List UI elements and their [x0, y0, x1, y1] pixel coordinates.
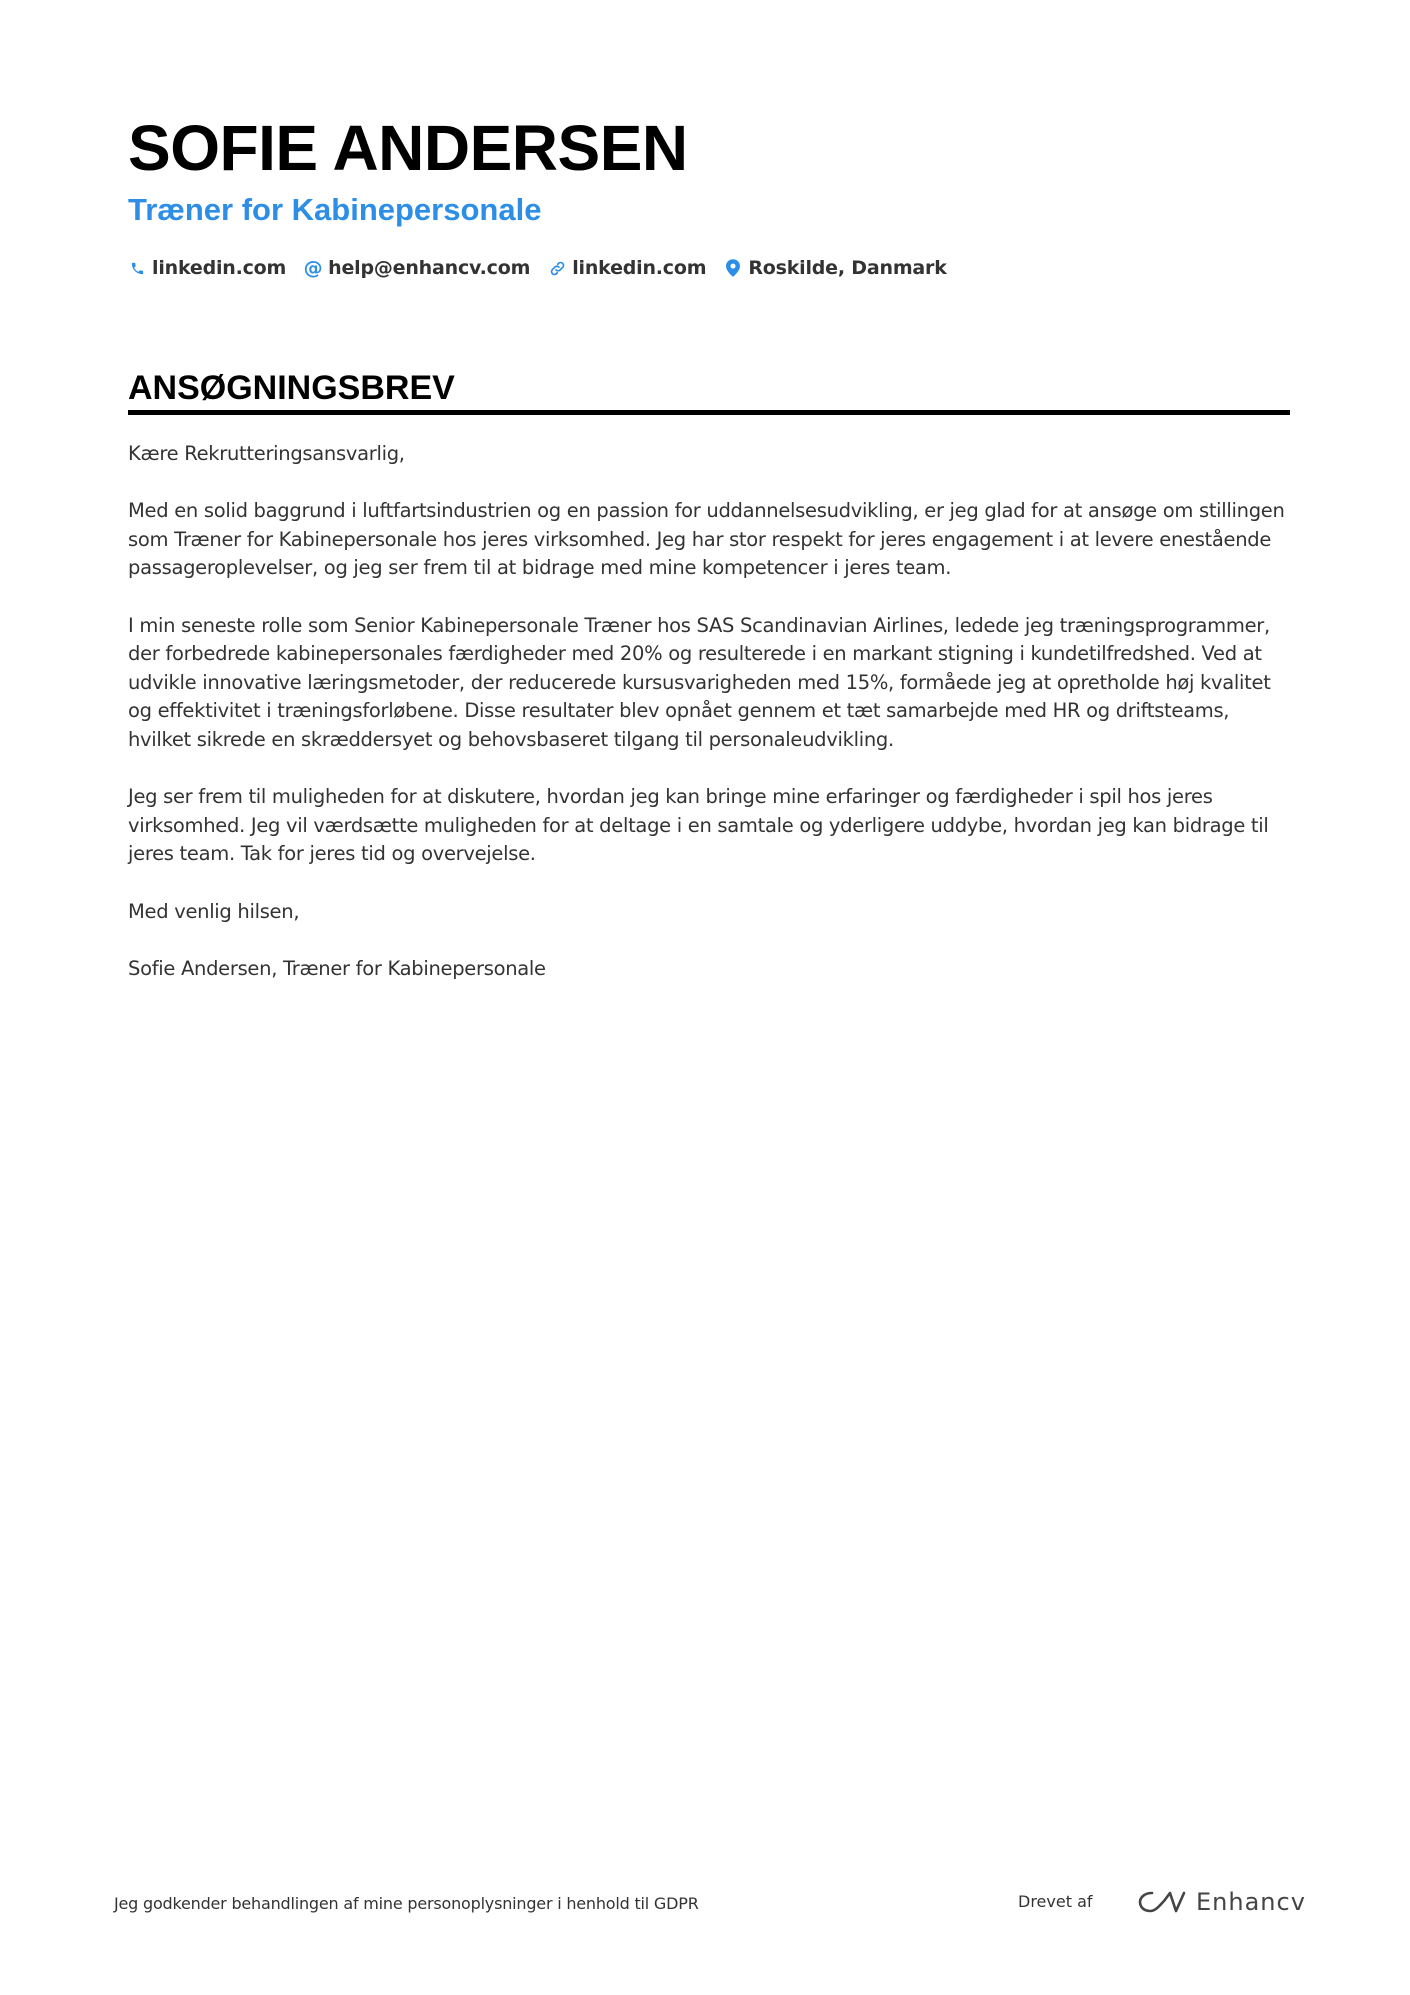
letter-body: [128, 440, 1290, 1012]
letter-paragraph: I min seneste rolle som Senior Kabinepersonale Træner hos SAS Scandinavian Airlines, ledede jeg træningsprogrammer, der forbedrede kabinepersonales færdigheder med 20% og resulterede i en markant stigning i kundetilfredshed. Ved at udvikle innovative læringsmetoder, der reducerede kursusvarigheden med 15%, formåede jeg at opretholde høj kvalitet og effektivitet i træningsforløbene. Disse resultater blev opnået gennem et tæt samarbejde med HR og driftsteams, hvilket sikrede en skræddersyet og behovsbaseret tilgang til personaleudvikling.: [128, 613, 1271, 751]
enhancv-logo-icon: [1138, 1889, 1186, 1915]
at-icon: [304, 258, 322, 278]
contact-link-text: linkedin.com: [572, 257, 707, 279]
link-icon: [548, 258, 566, 278]
letter-closing: Med venlig hilsen,: [128, 899, 300, 923]
contact-email-text: help@enhancv.com: [328, 257, 531, 279]
letter-paragraph: Jeg ser frem til muligheden for at diskutere, hvordan jeg kan bringe mine erfaringer og færdigheder i spil hos jeres virksomhed. Jeg vil værdsætte muligheden for at deltage i en samtale og yderligere uddybe, hvordan jeg kan bidrage til jeres team. Tak for jeres tid og overvejelse.: [128, 785, 1269, 866]
powered-by-label: Drevet af: [1018, 1892, 1093, 1911]
contact-link[interactable]: [548, 257, 706, 279]
enhancv-brand[interactable]: [1138, 1886, 1306, 1918]
brand-name: Enhancv: [1196, 1888, 1306, 1916]
at-symbol: @: [303, 257, 323, 279]
phone-icon: [128, 258, 146, 278]
letter-greeting: Kære Rekrutteringsansvarlig,: [128, 442, 405, 465]
letter-paragraph: Med en solid baggrund i luftfartsindustrien og en passion for uddannelsesudvikling, er jeg glad for at ansøge om stillingen som Træner for Kabinepersonale hos jeres virksomhed. Jeg har stor respekt for jeres engagement i at levere enestående passageroplevelser, og jeg ser frem til at bidrage med mine kompetencer i jeres team.: [128, 499, 1285, 580]
candidate-name: SOFIE ANDERSEN: [128, 112, 688, 184]
candidate-role: Træner for Kabinepersonale: [128, 192, 542, 227]
section-divider: [128, 410, 1290, 415]
location-pin-icon: [724, 258, 742, 278]
gdpr-consent: Jeg godkender behandlingen af mine personoplysninger i henhold til GDPR: [114, 1894, 699, 1913]
contact-bar: [128, 254, 965, 282]
contact-phone-text: linkedin.com: [152, 257, 287, 279]
section-title: ANSØGNINGSBREV: [128, 369, 455, 407]
contact-location: [724, 257, 946, 279]
letter-signature: Sofie Andersen, Træner for Kabinepersonale: [128, 956, 546, 980]
contact-phone[interactable]: [128, 257, 286, 279]
contact-location-text: Roskilde, Danmark: [748, 257, 947, 279]
contact-email[interactable]: [304, 257, 530, 279]
